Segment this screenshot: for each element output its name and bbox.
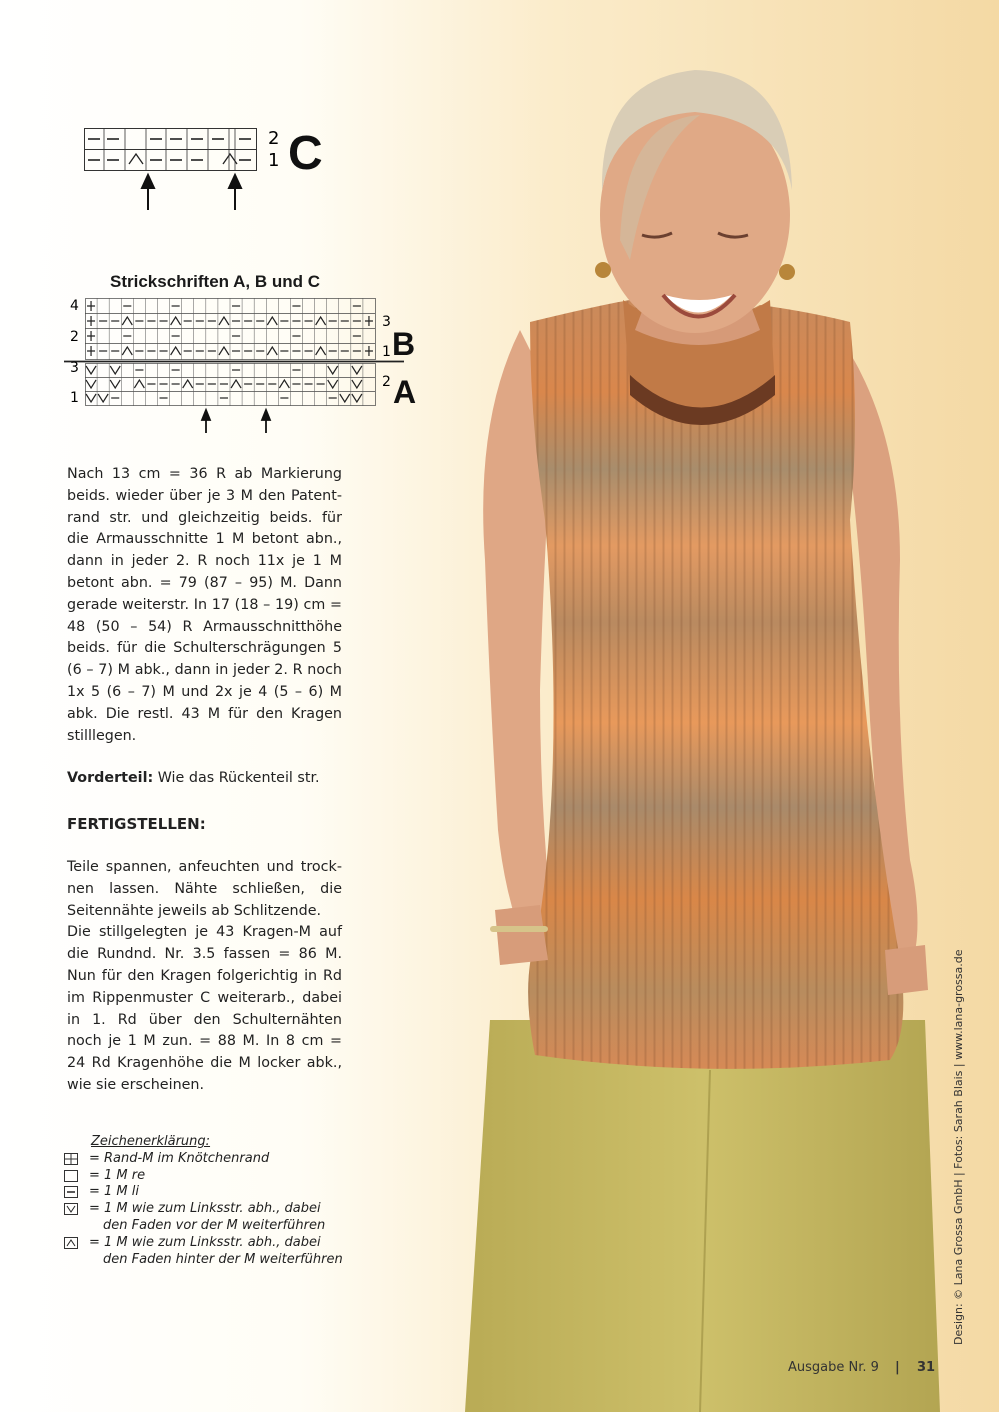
legend-text	[89, 1201, 325, 1235]
slip-front-symbol	[110, 380, 120, 388]
page-number: 31	[917, 1360, 936, 1375]
legend-item	[64, 1151, 343, 1168]
symbol-legend	[64, 1134, 343, 1268]
slip-back-symbol	[279, 380, 289, 388]
empty-box-icon	[64, 1170, 80, 1182]
slip-front-symbol	[352, 394, 362, 402]
legend-text: = 1 M re	[89, 1167, 146, 1183]
chart-ab-right-1: 1	[382, 344, 391, 360]
chart-a-letter: A	[393, 374, 417, 410]
slip-front-symbol	[352, 366, 362, 374]
legend-item	[64, 1235, 343, 1269]
chart-ab-grid	[64, 296, 404, 436]
chart-c-row-2: 2	[268, 128, 280, 149]
legend-item	[64, 1201, 343, 1235]
legend-text: = 1 M li	[89, 1184, 140, 1200]
chart-ab-left-4: 4	[70, 298, 79, 314]
model-photo	[380, 0, 999, 1412]
edge-stitch-symbol	[87, 301, 95, 311]
chart-c	[84, 128, 280, 216]
chart-ab-title: Strickschriften A, B und C	[110, 272, 321, 291]
photo-credit: Design: © Lana Grossa GmbH | Fotos: Sarah Blais | www.lana-grossa.de	[952, 949, 965, 1345]
footer-separator: |	[895, 1360, 900, 1375]
chart-c-row-1: 1	[268, 150, 280, 171]
chart-ab-left-1: 1	[70, 390, 79, 406]
legend-line-2: den Faden hinter der M weiterführen	[103, 1251, 343, 1267]
edge-stitch-symbol	[87, 331, 95, 341]
instructions-text	[67, 464, 342, 790]
slip-front-symbol	[86, 380, 96, 388]
section-heading: FERTIGSTELLEN:	[67, 815, 206, 833]
paragraph-back-piece: Nach 13 cm = 36 R ab Markierung beids. wieder über je 3 M den Patentrand str. und gleichzeitig beids. für die Armausschnitte 1 M betont abn., dann in jeder 2. R noch 11x je 1 M betont abn. = 79 (87 – 95) M. Dann gerade weiterstr. In 17 (18 – 19) cm = 48 (50 – 54) R Armausschnitthöhe beids. für die Schulterschrägungen 5 (6 – 7) M abk., dann in jeder 2. R noch 1x 5 (6 – 7) M und 2x je 4 (5 – 6) M abk. Die restl. 43 M für den Kragen stilllegen.	[67, 466, 342, 744]
chart-b-letter: B	[392, 326, 416, 362]
legend-line-2: den Faden vor der M weiterführen	[103, 1217, 326, 1233]
slip-back-symbol	[316, 317, 326, 325]
slip-back-symbol	[316, 347, 326, 355]
legend-item	[64, 1168, 343, 1185]
chart-ab	[64, 296, 404, 440]
legend-title: Zeichenerklärung:	[91, 1134, 211, 1149]
chart-c-letter: C	[288, 127, 323, 180]
chart-ab-right-3: 3	[382, 314, 391, 330]
slip-front-symbol	[98, 394, 108, 402]
edge-stitch-symbol	[87, 316, 95, 326]
front-text: Wie das Rückenteil str.	[153, 770, 320, 787]
slip-back-symbol	[171, 317, 181, 325]
slip-front-symbol	[328, 366, 338, 374]
slip-back-symbol	[134, 380, 144, 388]
slip-back-symbol	[183, 380, 193, 388]
edge-stitch-symbol	[365, 316, 373, 326]
legend-item	[64, 1184, 343, 1201]
finishing-text	[67, 857, 342, 1097]
caret-box-icon	[64, 1237, 80, 1249]
slip-back-symbol	[171, 347, 181, 355]
slip-back-symbol	[267, 317, 277, 325]
slip-front-symbol	[352, 380, 362, 388]
slip-back-symbol	[231, 380, 241, 388]
v-box-icon	[64, 1203, 80, 1215]
slip-back-symbol	[219, 317, 229, 325]
paragraph-finishing-1: Teile spannen, anfeuchten und trocknen lassen. Nähte schließen, die Seitennähte jeweils ab Schlitzende.	[67, 859, 342, 919]
legend-text: = Rand-M im Knötchenrand	[89, 1150, 270, 1166]
slip-back-symbol	[267, 347, 277, 355]
chart-ab-right-2: 2	[382, 374, 391, 390]
dash-box-icon	[64, 1186, 80, 1198]
plus-box-icon	[64, 1153, 80, 1165]
slip-front-symbol	[328, 380, 338, 388]
issue-label: Ausgabe Nr. 9	[788, 1360, 879, 1375]
legend-text	[89, 1235, 343, 1269]
slip-front-symbol	[86, 394, 96, 402]
chart-ab-left-2: 2	[70, 329, 79, 345]
legend-line-1: = 1 M wie zum Linksstr. abh., dabei	[89, 1234, 321, 1250]
paragraph-finishing-2: Die stillgelegten je 43 Kragen-M auf die Rundnd. Nr. 3.5 fassen = 86 M. Nun für den Kragen folgerichtig in Rd im Rippenmuster C weiterarb., dabei in 1. Rd über den Schulternähten noch je 1 M zun. = 88 M. In 8 cm = 24 Rd Kragenhöhe die M locker abk., wie sie erscheinen.	[67, 924, 342, 1093]
slip-back-symbol	[219, 347, 229, 355]
slip-back-symbol	[122, 317, 132, 325]
chart-c-grid	[84, 128, 269, 212]
slip-back-symbol	[122, 347, 132, 355]
slip-front-symbol	[86, 366, 96, 374]
paragraph-front-piece	[67, 768, 342, 790]
edge-stitch-symbol	[365, 346, 373, 356]
legend-line-1: = 1 M wie zum Linksstr. abh., dabei	[89, 1201, 321, 1217]
chart-ab-left-3: 3	[70, 360, 79, 376]
edge-stitch-symbol	[87, 346, 95, 356]
slip-front-symbol	[340, 394, 350, 402]
front-label: Vorderteil:	[67, 770, 154, 787]
slip-front-symbol	[110, 366, 120, 374]
